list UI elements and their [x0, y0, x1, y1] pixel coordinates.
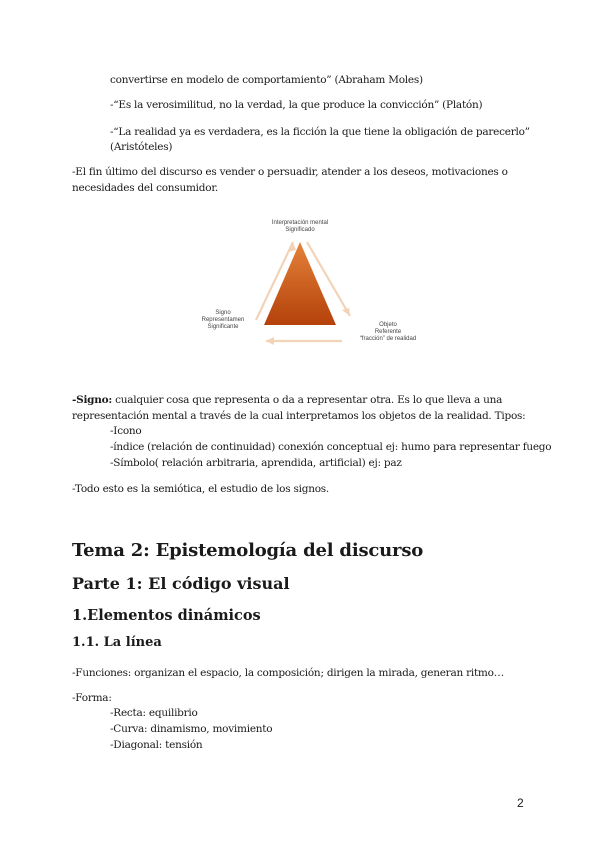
label-significado: Interpretación mental Significado: [271, 220, 329, 233]
semiotica-paragraph: -Todo esto es la semiótica, el estudio de los signos.: [72, 483, 330, 495]
triangle-shape: [264, 242, 336, 325]
forma-item-diagonal: -Diagonal: tensión: [110, 739, 203, 751]
signo-definition-text: cualquier cosa que representa o da a representar otra. Es lo que lleva a una representación mental a través de la cual interpretamos los objetos de la realidad. Tipos:: [72, 394, 526, 422]
heading-tema-2: Tema 2: Epistemología del discurso: [72, 540, 424, 561]
semiotic-triangle-diagram: [192, 212, 432, 352]
signo-term: -Signo:: [72, 394, 113, 406]
quote-platon: -“Es la verosimilitud, no la verdad, la que produce la convicción” (Platón): [110, 99, 483, 111]
quote-aristoteles: -“La realidad ya es verdadera, es la ficción la que tiene la obligación de parecerlo”: [110, 126, 530, 138]
signo-definition: [72, 392, 534, 424]
quote-aristoteles-author: (Aristóteles): [110, 141, 173, 153]
quote-moles-end: convertirse en modelo de comportamiento” (Abraham Moles): [110, 74, 423, 86]
label-significante: Signo Representamen Significante: [201, 310, 245, 330]
signo-type-simbolo: -Símbolo( relación arbitraria, aprendida, artificial) ej: paz: [110, 457, 402, 469]
signo-type-icono: -Icono: [110, 425, 142, 437]
signo-type-indice: -índice (relación de continuidad) conexión conceptual ej: humo para representar fuego: [110, 441, 552, 453]
heading-elementos-dinamicos: 1.Elementos dinámicos: [72, 607, 261, 624]
label-referente: Objeto Referente “fracción” de realidad: [359, 322, 417, 342]
forma-label: -Forma:: [72, 692, 112, 704]
heading-la-linea: 1.1. La línea: [72, 635, 162, 650]
forma-item-recta: -Recta: equilibrio: [110, 707, 198, 719]
forma-item-curva: -Curva: dinamismo, movimiento: [110, 723, 273, 735]
funciones-paragraph: -Funciones: organizan el espacio, la composición; dirigen la mirada, generan ritmo…: [72, 667, 504, 679]
page-number: 2: [517, 796, 524, 810]
heading-parte-1: Parte 1: El código visual: [72, 574, 290, 593]
fin-ultimo-paragraph: -El fin último del discurso es vender o persuadir, atender a los deseos, motivaciones o necesidades del consumidor.: [72, 166, 508, 194]
